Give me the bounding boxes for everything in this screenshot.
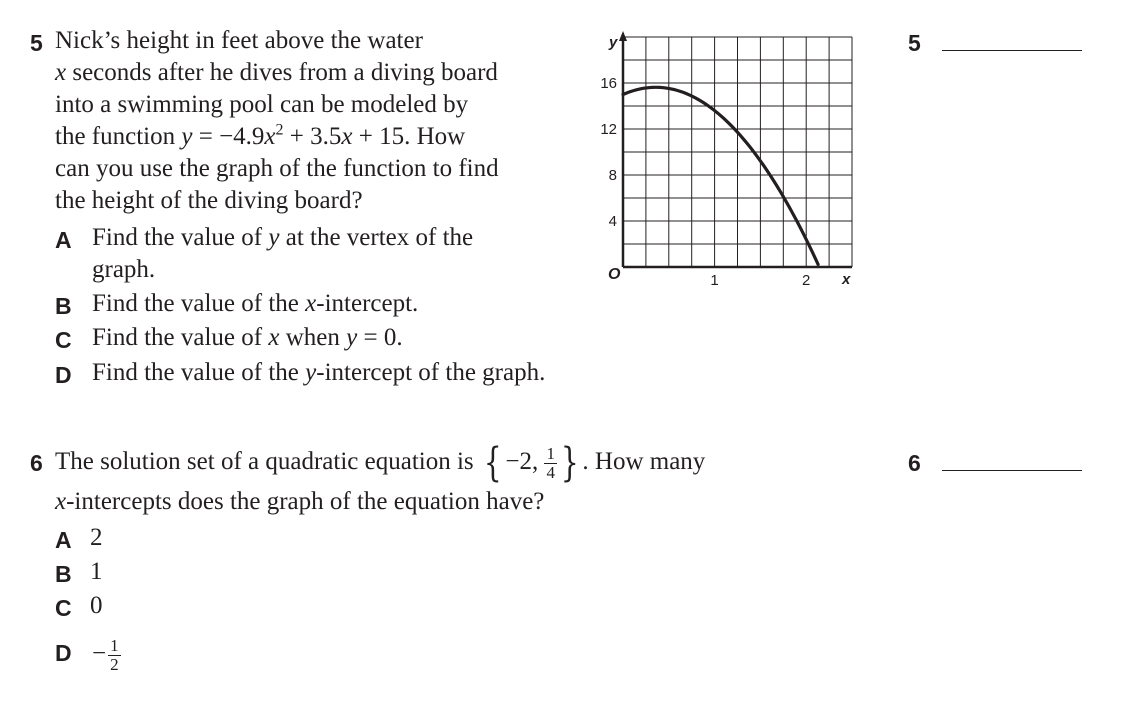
question-5-line-3: into a swimming pool can be modeled by	[55, 91, 469, 118]
origin-label: O	[608, 266, 621, 283]
question-5-line-1: Nick’s height in feet above the water	[55, 27, 423, 54]
question-5-function-line: the function $y = -4.9x^2 + 3.5x + 15$. How	[55, 121, 466, 150]
y-tick-label: 8	[608, 167, 617, 184]
question-5-line-6: the height of the diving board?	[55, 187, 363, 214]
y-axis-label: y	[609, 34, 618, 51]
y-tick-label: 4	[608, 213, 617, 230]
question-5-option-c[interactable]	[55, 322, 575, 354]
set-close-brace: }	[560, 440, 579, 487]
option-text: Find the value of the y-intercept of the graph.	[92, 359, 546, 386]
height-graph	[590, 30, 865, 295]
graph-curve-series	[623, 87, 818, 264]
question-5-number: 5	[30, 30, 43, 56]
option-letter: A	[55, 227, 72, 253]
question-6-option-a[interactable]	[55, 522, 255, 554]
question-6-option-b[interactable]	[55, 556, 255, 588]
question-6-option-d[interactable]	[55, 628, 255, 678]
option-fraction: $\frac{1}{2}$	[110, 635, 119, 674]
question-5-option-a[interactable]	[55, 222, 575, 288]
x-tick-label: 1	[710, 272, 719, 289]
question-6-number: 6	[30, 450, 43, 476]
answer-5-line[interactable]	[942, 50, 1082, 51]
option-letter: D	[55, 362, 72, 388]
question-5-option-b[interactable]	[55, 288, 575, 320]
parabola-curve	[623, 87, 818, 264]
x-tick-label: 2	[802, 272, 811, 289]
option-text: 0	[90, 592, 103, 619]
option-text-line-2: graph.	[92, 256, 156, 283]
option-text: Find the value of y at the vertex of the	[92, 224, 474, 251]
y-axis-arrow-icon	[619, 31, 627, 41]
option-letter: B	[55, 293, 72, 319]
option-letter: C	[55, 327, 72, 353]
option-letter: C	[55, 595, 72, 621]
question-5-option-d[interactable]	[55, 357, 615, 389]
option-letter: B	[55, 561, 72, 587]
option-text: Find the value of the x-intercept.	[92, 290, 419, 317]
question-6-line-1: The solution set of a quadratic equation is { −2, $\frac{1}{4}$ } . How many	[55, 440, 706, 487]
graph-grid	[623, 37, 852, 267]
question-6-option-c[interactable]	[55, 590, 255, 622]
set-fraction: $\frac{1}{4}$	[546, 443, 555, 482]
y-tick-label: 16	[600, 75, 617, 92]
answer-6-line[interactable]	[942, 470, 1082, 471]
y-tick-label: 12	[600, 121, 617, 138]
answer-5-label: 5	[908, 30, 921, 56]
option-text: − $\frac{1}{2}$	[92, 635, 119, 674]
option-text: 2	[90, 524, 103, 551]
question-5-line-5: can you use the graph of the function to find	[55, 155, 499, 182]
option-letter: A	[55, 527, 72, 553]
question-5-line-2: x seconds after he dives from a diving board	[55, 59, 498, 86]
option-text: Find the value of x when y = 0.	[92, 324, 403, 351]
answer-6-label: 6	[908, 450, 921, 476]
question-6-line-2: x-intercepts does the graph of the equation have?	[55, 488, 545, 515]
option-text: 1	[90, 558, 103, 585]
option-letter: D	[55, 640, 72, 666]
x-axis-label: x	[842, 271, 851, 288]
graph-axes	[619, 31, 852, 267]
set-open-brace: {	[483, 440, 502, 487]
